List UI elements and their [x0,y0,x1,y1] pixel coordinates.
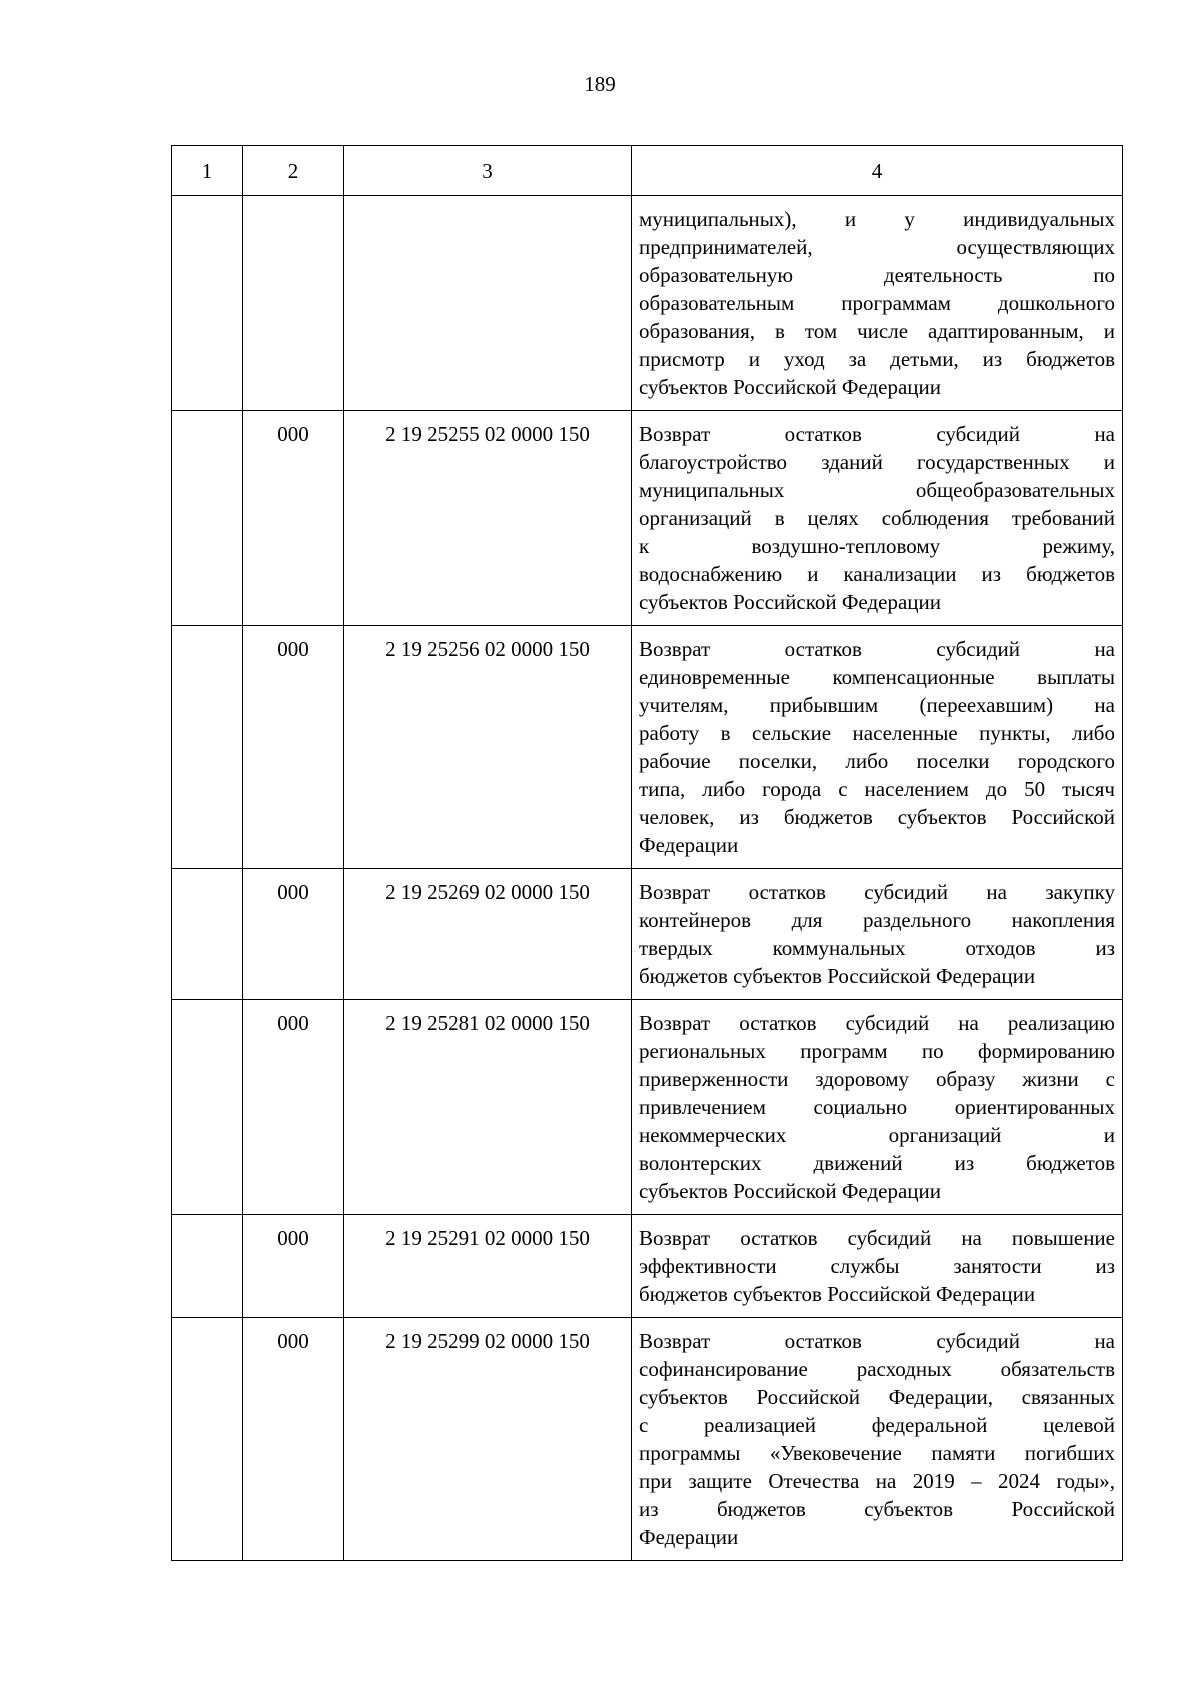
description-line: водоснабжению и канализации из бюджетов [639,562,1115,586]
income-code-cell: 2 19 25255 02 0000 150 [344,411,632,626]
description-cell [632,1318,1123,1561]
description-line: субъектов Российской Федерации, связанных [639,1385,1115,1409]
description-line: к воздушно-тепловому режиму, [639,534,1115,558]
description-line: присмотр и уход за детьми, из бюджетов [639,347,1115,371]
description-cell [632,1000,1123,1215]
description-line: привлечением социально ориентированных [639,1095,1115,1119]
description-line: при защите Отечества на 2019 – 2024 годы», [639,1469,1115,1493]
table-row [172,869,1123,1000]
admin-code-cell: 000 [243,626,344,869]
description-line: Возврат остатков субсидий на закупку [639,880,1115,904]
description-line: эффективности службы занятости из [639,1254,1115,1278]
description-line: Возврат остатков субсидий на повышение [639,1226,1115,1250]
cell-col-1 [172,869,243,1000]
description-line: субъектов Российской Федерации [639,590,942,614]
description-line: Возврат остатков субсидий на реализацию [639,1011,1115,1035]
cell-col-1 [172,411,243,626]
codes-table [171,145,1123,1561]
description-line: софинансирование расходных обязательств [639,1357,1115,1381]
description-line: с реализацией федеральной целевой [639,1413,1115,1437]
page-number: 189 [584,72,616,96]
description-line: рабочие поселки, либо поселки городского [639,749,1115,773]
column-header-1: 1 [172,146,243,196]
cell-col-1 [172,1318,243,1561]
description-line: твердых коммунальных отходов из [639,936,1115,960]
income-code-cell: 2 19 25281 02 0000 150 [344,1000,632,1215]
description-line: типа, либо города с населением до 50 тысяч [639,777,1115,801]
column-header-2: 2 [243,146,344,196]
description-line: программы «Увековечение памяти погибших [639,1441,1115,1465]
description-line: человек, из бюджетов субъектов Российской [639,805,1115,829]
admin-code-cell: 000 [243,411,344,626]
description-line: бюджетов субъектов Российской Федерации [639,1282,1036,1306]
table-header-row [172,146,1123,196]
cell-col-1 [172,1000,243,1215]
description-line: муниципальных общеобразовательных [639,478,1115,502]
description-line: субъектов Российской Федерации [639,1179,942,1203]
table-row [172,626,1123,869]
table-row [172,1215,1123,1318]
admin-code-cell: 000 [243,1000,344,1215]
description-line: благоустройство зданий государственных и [639,450,1115,474]
description-cell [632,869,1123,1000]
description-cell [632,196,1123,411]
description-line: некоммерческих организаций и [639,1123,1115,1147]
description-line: учителям, прибывшим (переехавшим) на [639,693,1115,717]
description-line: предпринимателей, осуществляющих [639,235,1115,259]
description-line: бюджетов субъектов Российской Федерации [639,964,1036,988]
admin-code-cell: 000 [243,869,344,1000]
description-line: Федерации [639,833,739,857]
description-cell [632,411,1123,626]
table-row [172,411,1123,626]
column-header-4: 4 [632,146,1123,196]
income-code-cell: 2 19 25256 02 0000 150 [344,626,632,869]
income-code-cell [344,196,632,411]
description-line: муниципальных), и у индивидуальных [639,207,1115,231]
cell-col-1 [172,626,243,869]
description-line: Возврат остатков субсидий на [639,637,1115,661]
admin-code-cell [243,196,344,411]
cell-col-1 [172,196,243,411]
description-cell [632,1215,1123,1318]
table-row [172,1000,1123,1215]
description-line: контейнеров для раздельного накопления [639,908,1115,932]
description-line: Федерации [639,1525,739,1549]
description-line: единовременные компенсационные выплаты [639,665,1115,689]
description-line: образовательным программам дошкольного [639,291,1115,315]
table-row [172,196,1123,411]
description-line: Возврат остатков субсидий на [639,422,1115,446]
column-header-3: 3 [344,146,632,196]
description-line: Возврат остатков субсидий на [639,1329,1115,1353]
description-line: региональных программ по формированию [639,1039,1115,1063]
admin-code-cell: 000 [243,1215,344,1318]
income-code-cell: 2 19 25291 02 0000 150 [344,1215,632,1318]
admin-code-cell: 000 [243,1318,344,1561]
codes-table-body [172,146,1123,1561]
table-row [172,1318,1123,1561]
description-line: субъектов Российской Федерации [639,375,942,399]
description-line: организаций в целях соблюдения требований [639,506,1115,530]
income-code-cell: 2 19 25299 02 0000 150 [344,1318,632,1561]
description-line: образования, в том числе адаптированным, и [639,319,1115,343]
description-line: волонтерских движений из бюджетов [639,1151,1115,1175]
description-line: приверженности здоровому образу жизни с [639,1067,1115,1091]
cell-col-1 [172,1215,243,1318]
description-cell [632,626,1123,869]
description-line: из бюджетов субъектов Российской [639,1497,1115,1521]
description-line: образовательную деятельность по [639,263,1115,287]
income-code-cell: 2 19 25269 02 0000 150 [344,869,632,1000]
description-line: работу в сельские населенные пункты, либо [639,721,1115,745]
